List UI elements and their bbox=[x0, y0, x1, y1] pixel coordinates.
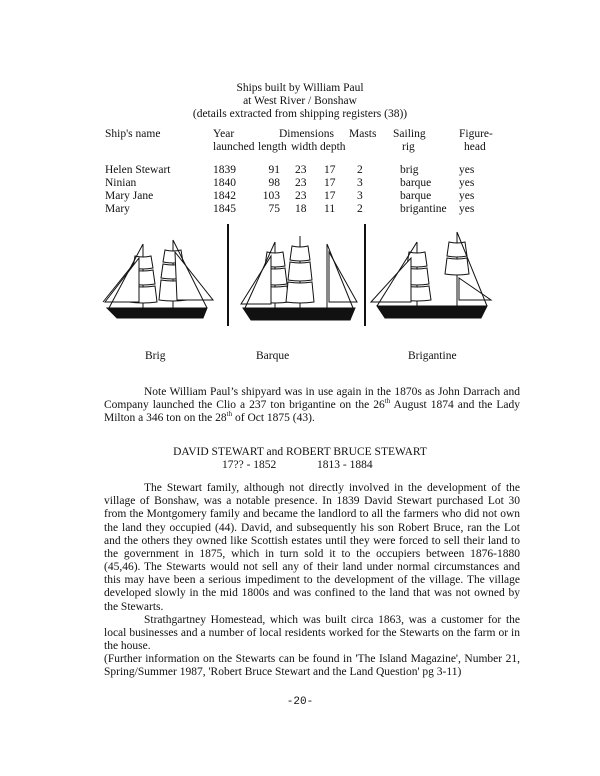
note-sup-1: th bbox=[384, 397, 391, 406]
cell-figurehead: yes bbox=[459, 164, 475, 176]
header-width: width bbox=[291, 141, 318, 153]
table-title-line-3: (details extracted from shipping registers (38)) bbox=[192, 108, 408, 120]
cell-year: 1839 bbox=[213, 164, 236, 176]
cell-masts: 2 bbox=[357, 164, 363, 176]
cell-width: 23 bbox=[295, 177, 307, 189]
cell-year: 1840 bbox=[213, 177, 236, 189]
paragraph-stewarts-land: The Stewarts would not sell any of their land under normal circumstances and this may have been a serious impediment to the development of the village. The village developed slowly in the mid 1800s and was confined to the land that was not owned by the Stewarts. bbox=[104, 561, 520, 613]
note-text-3: of Oct 1875 (43). bbox=[232, 412, 315, 425]
header-figure: Figure- bbox=[459, 128, 493, 140]
header-rig: rig bbox=[402, 141, 415, 153]
header-ship-name: Ship's name bbox=[105, 128, 161, 140]
cell-rig: barque bbox=[400, 190, 432, 202]
cell-masts: 3 bbox=[357, 190, 363, 202]
cell-name: Helen Stewart bbox=[105, 164, 171, 176]
table-header bbox=[0, 128, 600, 154]
cell-figurehead: yes bbox=[459, 177, 475, 189]
cell-rig: brigantine bbox=[400, 203, 447, 215]
caption-brig: Brig bbox=[145, 350, 166, 362]
header-year: Year bbox=[213, 128, 235, 140]
cell-rig: brig bbox=[400, 164, 419, 176]
cell-depth: 17 bbox=[324, 177, 336, 189]
cell-width: 23 bbox=[295, 164, 307, 176]
brig-illustration bbox=[103, 240, 213, 318]
cell-depth: 11 bbox=[324, 203, 336, 215]
paragraph-further-info: (Further information on the Stewarts can be found in 'The Island Magazine', Number 21, Spring/Summer 1987, 'Robert Bruce Stewart and the Land Question' pg 3-11) bbox=[104, 653, 520, 679]
cell-width: 18 bbox=[295, 203, 307, 215]
cell-figurehead: yes bbox=[459, 190, 475, 202]
header-launched: launched bbox=[213, 141, 255, 153]
barque-illustration bbox=[241, 236, 357, 320]
cell-year: 1845 bbox=[213, 203, 236, 215]
cell-figurehead: yes bbox=[459, 203, 475, 215]
cell-masts: 3 bbox=[357, 177, 363, 189]
ship-illustrations bbox=[95, 222, 505, 337]
table-row bbox=[0, 164, 600, 177]
section-dates-robert: 1813 - 1884 bbox=[317, 459, 373, 471]
cell-year: 1842 bbox=[213, 190, 236, 202]
cell-masts: 2 bbox=[357, 203, 363, 215]
cell-length: 98 bbox=[268, 177, 280, 189]
table-row bbox=[0, 190, 600, 203]
table-row bbox=[0, 177, 600, 190]
section-title: DAVID STEWART and ROBERT BRUCE STEWART bbox=[173, 446, 427, 458]
brigantine-illustration bbox=[371, 232, 491, 318]
header-head: head bbox=[464, 141, 486, 153]
header-length: length bbox=[258, 141, 287, 153]
table-title-line-1: Ships built by William Paul bbox=[236, 82, 364, 94]
cell-length: 91 bbox=[268, 164, 280, 176]
cell-rig: barque bbox=[400, 177, 432, 189]
cell-length: 103 bbox=[262, 190, 280, 202]
caption-brigantine: Brigantine bbox=[408, 350, 457, 362]
paragraph-stewart-family: The Stewart family, although not directly involved in the development of the village of Bonshaw, was a notable presence. In 1839 David Stewart purchased Lot 30 from the Montgomery family and became the landlord to all the farmers who did not own the land they occupied (44). David, and subsequently his son Robert Bruce, ran the Lot and the others they owned like Scottish estates until they were forced to sell their land to the government in 1875, which in turn sold it to the occupiers between 1876-1880 (45,46). bbox=[104, 482, 520, 574]
cell-depth: 17 bbox=[324, 164, 336, 176]
paragraph-strathgartney: Strathgartney Homestead, which was built circa 1863, was a customer for the local businesses and a number of local residents worked for the Stewarts on the farm or in the house. bbox=[104, 614, 520, 653]
cell-length: 75 bbox=[268, 203, 280, 215]
note-text-1: Note William Paul’s shipyard was in use again in the 1870s as John Darrach and Company launched the Clio a 237 ton brigantine on the 26 bbox=[104, 386, 520, 412]
caption-barque: Barque bbox=[256, 350, 290, 362]
cell-width: 23 bbox=[295, 190, 307, 202]
shipyard-note bbox=[104, 386, 520, 426]
note-text-2: August 1874 and the Lady Milton a 346 ton on the 28 bbox=[104, 399, 520, 425]
cell-name: Mary bbox=[105, 203, 130, 215]
header-masts: Masts bbox=[349, 128, 377, 140]
note-sup-2: th bbox=[226, 410, 233, 419]
header-depth: depth bbox=[320, 141, 346, 153]
header-sailing: Sailing bbox=[393, 128, 426, 140]
table-row bbox=[0, 203, 600, 216]
cell-name: Ninian bbox=[105, 177, 137, 189]
section-dates-david: 17?? - 1852 bbox=[222, 459, 277, 471]
page-number: -20- bbox=[286, 696, 314, 708]
cell-depth: 17 bbox=[324, 190, 336, 202]
cell-name: Mary Jane bbox=[105, 190, 154, 202]
header-dimensions: Dimensions bbox=[279, 128, 334, 140]
table-title-line-2: at West River / Bonshaw bbox=[243, 95, 357, 107]
